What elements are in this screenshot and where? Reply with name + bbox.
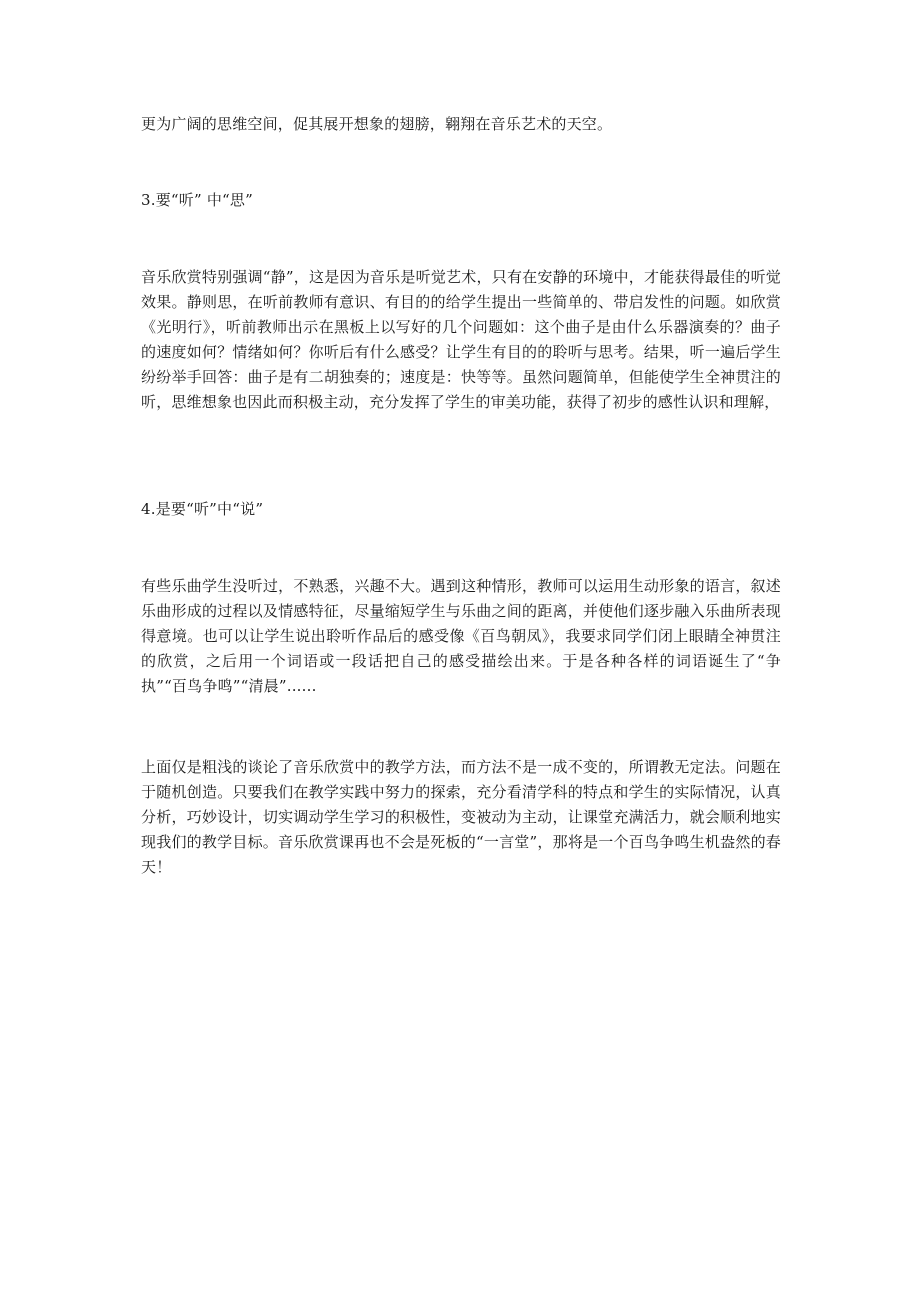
- section-3-paragraph: 音乐欣赏特别强调“静”，这是因为音乐是听觉艺术，只有在安静的环境中，才能获得最佳的听觉效果。静则思，在听前教师有意识、有目的的给学生提出一些简单的、带启发性的问题。如欣赏《光明行》，听前教师出示在黑板上以写好的几个问题如：这个曲子是由什么乐器演奏的？曲子的速度如何？情绪如何？你听后有什么感受？让学生有目的的聆听与思考。结果，听一遍后学生纷纷举手回答：曲子是有二胡独奏的；速度是：快等等。虽然问题简单，但能使学生全神贯注的听，思维想象也因此而积极主动，充分发挥了学生的审美功能，获得了初步的感性认识和理解，: [141, 268, 781, 411]
- section-4-heading: 4.是要“听”中“说”: [141, 500, 264, 518]
- section-4-paragraph: 有些乐曲学生没听过，不熟悉，兴趣不大。遇到这种情形，教师可以运用生动形象的语言，叙述乐曲形成的过程以及情感特征，尽量缩短学生与乐曲之间的距离，并使他们逐步融入乐曲所表现得意境。也可以让学生说出聆听作品后的感受像《百鸟朝凤》，我要求同学们闭上眼睛全神贯注的欣赏，之后用一个词语或一段话把自己的感受描绘出来。于是各种各样的词语诞生了“争执”“百鸟争鸣”“清晨”......: [141, 577, 781, 695]
- conclusion-paragraph: 上面仅是粗浅的谈论了音乐欣赏中的教学方法，而方法不是一成不变的，所谓教无定法。问题在于随机创造。只要我们在教学实践中努力的探索，充分看清学科的特点和学生的实际情况，认真分析，巧妙设计，切实调动学生学习的积极性，变被动为主动，让课堂充满活力，就会顺利地实现我们的教学目标。音乐欣赏课再也不会是死板的“一言堂”，那将是一个百鸟争鸣生机盎然的春天！: [141, 758, 781, 876]
- section-3-heading: 3.要“听” 中“思”: [141, 191, 253, 209]
- intro-paragraph-tail: 更为广阔的思维空间，促其展开想象的翅膀，翱翔在音乐艺术的天空。: [141, 115, 613, 133]
